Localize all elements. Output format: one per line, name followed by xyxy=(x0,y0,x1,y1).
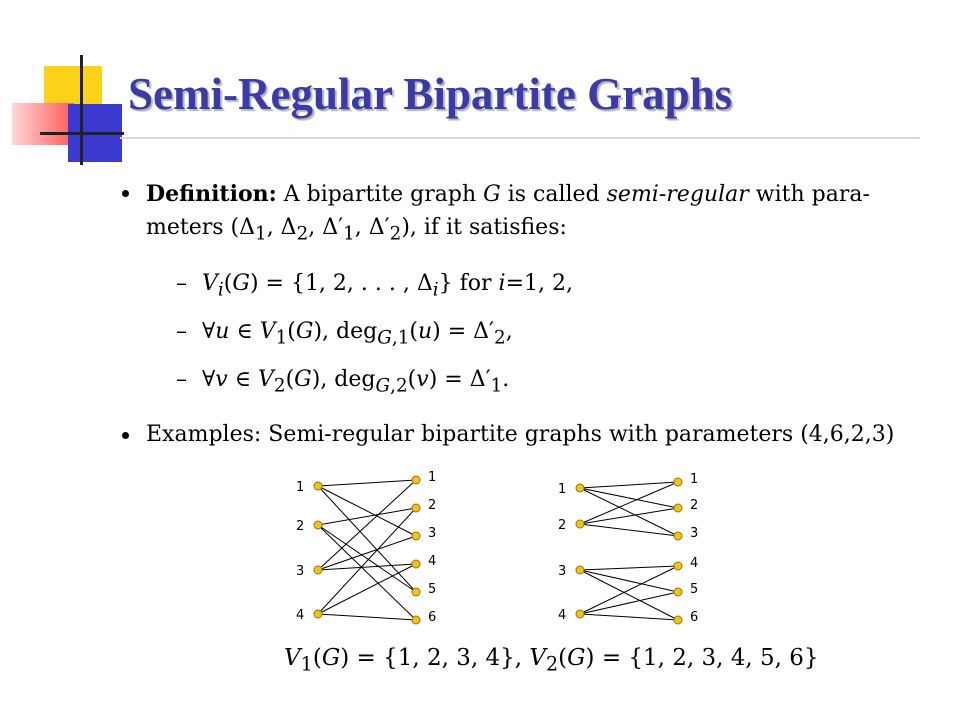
right-node-label: 6 xyxy=(690,610,699,625)
graph-edge xyxy=(318,508,416,614)
right-node xyxy=(674,562,682,570)
right-node-label: 6 xyxy=(428,610,437,625)
examples-line: Examples: Semi-regular bipartite graphs with parameters (4,6,2,3) xyxy=(146,422,895,447)
bipartite-graph-1 xyxy=(296,470,436,625)
condition-1: – $V_i(G) = \{1$, 2, . . . , $\Delta_i$} for i=1, 2, xyxy=(176,271,573,301)
right-node xyxy=(674,616,682,624)
left-node xyxy=(576,520,584,528)
right-node-label: 4 xyxy=(428,554,437,569)
graph-edge xyxy=(580,482,678,524)
graph-edge xyxy=(580,524,678,536)
right-node xyxy=(674,588,682,596)
graph-edge xyxy=(318,564,416,614)
bipartite-graph-2 xyxy=(558,472,698,625)
graph-edge xyxy=(318,614,416,620)
right-node xyxy=(412,560,420,568)
left-node xyxy=(576,610,584,618)
definition-line-2: meters ($\Delta_1$, $\Delta_2$, $\Delta'_1$, $\Delta'_2$), if it satisfies: xyxy=(146,215,567,245)
right-node xyxy=(674,504,682,512)
graph-edge xyxy=(580,482,678,488)
right-node-label: 2 xyxy=(428,498,437,513)
right-node-label: 1 xyxy=(428,470,437,485)
right-node-label: 5 xyxy=(428,582,437,597)
left-node xyxy=(314,610,322,618)
left-node-label: 3 xyxy=(558,564,567,579)
graph-edge xyxy=(580,566,678,570)
left-node xyxy=(314,566,322,574)
right-node xyxy=(412,588,420,596)
right-node xyxy=(412,504,420,512)
left-node xyxy=(576,484,584,492)
right-node xyxy=(674,478,682,486)
left-node-label: 4 xyxy=(296,608,305,623)
right-node xyxy=(412,476,420,484)
right-node xyxy=(674,532,682,540)
right-node-label: 2 xyxy=(690,498,699,513)
left-node-label: 2 xyxy=(296,519,305,534)
graph-edge xyxy=(580,488,678,536)
graph-edge xyxy=(318,525,416,592)
right-node xyxy=(412,616,420,624)
condition-3: – ∀v ∈ $V_2(G)$, $deg_{G,2}(v) = \Delta'_1$. xyxy=(176,367,510,397)
footer-formula: $V_1(G) = \{1$, 2, 3, 4}, $V_2(G) = \{1$, 2, 3, 4, 5, 6} xyxy=(284,645,819,676)
graph-edge xyxy=(580,614,678,620)
definition-line-1: Definition: A bipartite graph G is called semi-regular with para- xyxy=(146,181,870,207)
definition-label: Definition: xyxy=(146,181,277,207)
right-node-label: 1 xyxy=(690,472,699,487)
right-node-label: 4 xyxy=(690,556,699,571)
graph-edge xyxy=(318,480,416,486)
left-node xyxy=(314,482,322,490)
condition-2: – ∀u ∈ $V_1(G)$, $deg_{G,1}(u) = \Delta'_2$, xyxy=(176,319,513,349)
graph-edge xyxy=(580,508,678,524)
right-node-label: 5 xyxy=(690,582,699,597)
left-node-label: 1 xyxy=(296,480,305,495)
right-node-label: 3 xyxy=(428,526,437,541)
left-node xyxy=(576,566,584,574)
right-node xyxy=(412,532,420,540)
left-node-label: 2 xyxy=(558,518,567,533)
left-node-label: 4 xyxy=(558,608,567,623)
left-node-label: 3 xyxy=(296,564,305,579)
slide-title: Semi-Regular Bipartite Graphs xyxy=(128,69,733,119)
left-node-label: 1 xyxy=(558,482,567,497)
right-node-label: 3 xyxy=(690,526,699,541)
left-node xyxy=(314,521,322,529)
graph-edge xyxy=(580,488,678,508)
